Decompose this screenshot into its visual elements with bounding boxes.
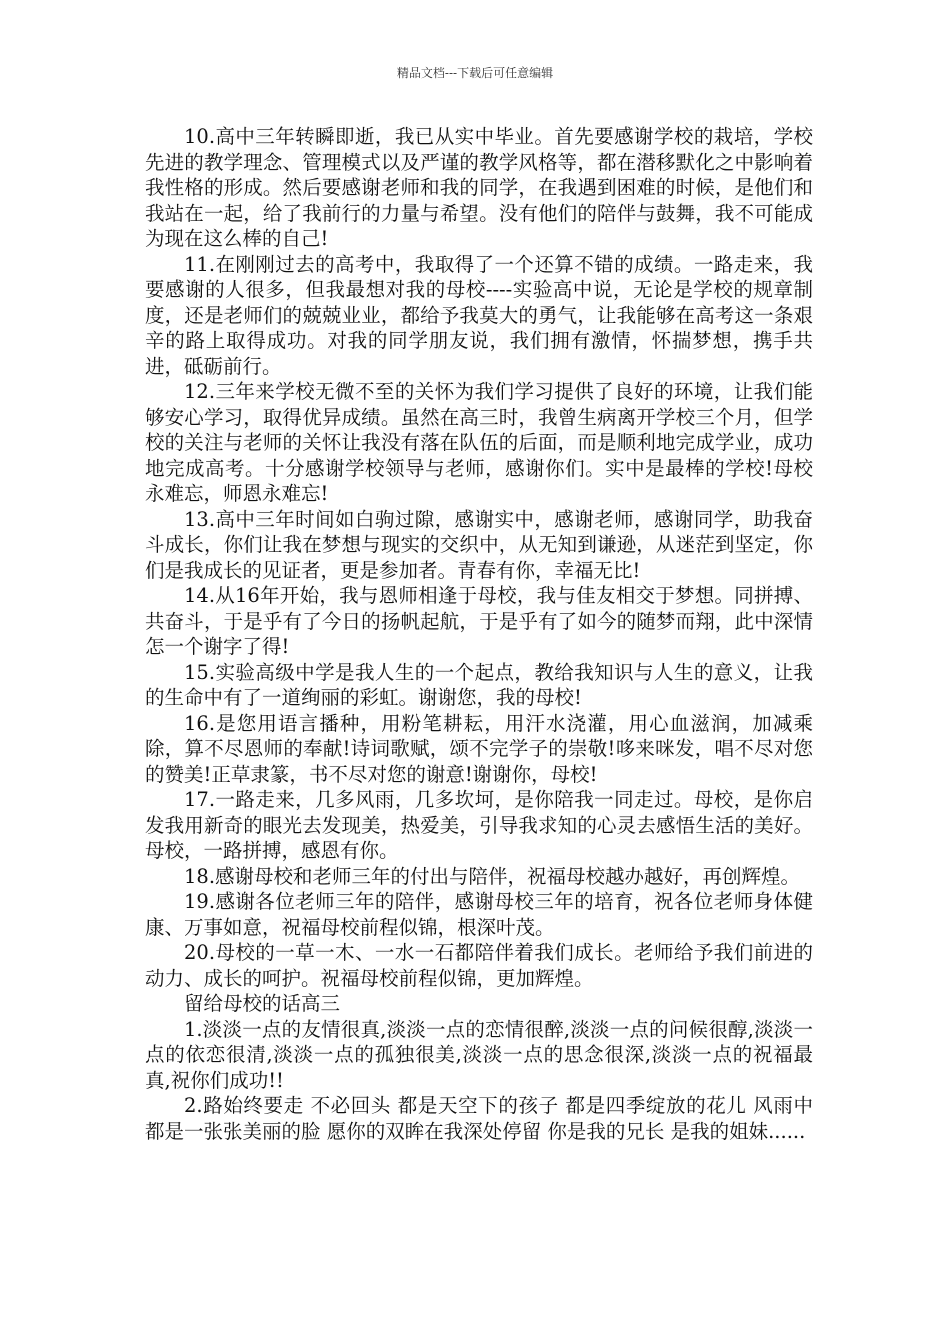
paragraph: 19.感谢各位老师三年的陪伴，感谢母校三年的培育，祝各位老师身体健康、万事如意，祝福母校前程似锦，根深叶茂。 (145, 890, 813, 939)
section-heading: 留给母校的话高三 (184, 992, 341, 1015)
paragraph: 11.在刚刚过去的高考中，我取得了一个还算不错的成绩。一路走来，我要感谢的人很多，但我最想对我的母校----实验高中说，无论是学校的规章制度，还是老师们的兢兢业业，都给予我莫大的勇气，让我能够在高考这一条艰辛的路上取得成功。对我的同学朋友说，我们拥有激情，怀揣梦想，携手共进，砥砺前行。 (145, 252, 813, 378)
paragraph: 13.高中三年时间如白驹过隙，感谢实中，感谢老师，感谢同学，助我奋斗成长，你们让我在梦想与现实的交织中，从无知到谦逊，从迷茫到坚定，你们是我成长的见证者，更是参加者。青春有你，幸福无比! (145, 507, 813, 582)
paragraph: 1.淡淡一点的友情很真,淡淡一点的恋情很醉,淡淡一点的问候很醇,淡淡一点的依恋很清,淡淡一点的孤独很美,淡淡一点的思念很深,淡淡一点的祝福最真,祝你们成功!! (145, 1017, 813, 1092)
paragraph: 17.一路走来，几多风雨，几多坎坷，是你陪我一同走过。母校，是你启发我用新奇的眼光去发现美，热爱美，引导我求知的心灵去感悟生活的美好。母校，一路拼搏，感恩有你。 (145, 788, 813, 862)
paragraph: 18.感谢母校和老师三年的付出与陪伴，祝福母校越办越好，再创辉煌。 (184, 864, 801, 888)
paragraph: 16.是您用语言播种，用粉笔耕耘，用汗水浇灌，用心血滋润，加减乘除，算不尽恩师的奉献!诗词歌赋，颂不完学子的崇敬!哆来咪发，唱不尽对您的赞美!正草隶篆，书不尽对您的谢意!谢谢你，母校! (145, 711, 813, 786)
paragraph: 20.母校的一草一木、一水一石都陪伴着我们成长。老师给予我们前进的动力、成长的呵护。祝福母校前程似锦，更加辉煌。 (145, 941, 813, 990)
paragraph: 14.从16年开始，我与恩师相逢于母校，我与佳友相交于梦想。同拼搏、共奋斗，于是乎有了今日的扬帆起航，于是乎有了如今的随梦而翔，此中深情怎一个谢字了得! (145, 584, 813, 658)
paragraph: 15.实验高级中学是我人生的一个起点，教给我知识与人生的意义，让我的生命中有了一道绚丽的彩虹。谢谢您，我的母校! (145, 660, 813, 709)
paragraph: 2.路始终要走 不必回头 都是天空下的孩子 都是四季绽放的花儿 风雨中 都是一张张美丽的脸 愿你的双眸在我深处停留 你是我的兄长 是我的姐妹...... (145, 1094, 813, 1143)
paragraph: 10.高中三年转瞬即逝，我已从实中毕业。首先要感谢学校的栽培，学校先进的教学理念、管理模式以及严谨的教学风格等，都在潜移默化之中影响着我性格的形成。然后要感谢老师和我的同学，在我遇到困难的时候，是他们和我站在一起，给了我前行的力量与希望。没有他们的陪伴与鼓舞，我不可能成为现在这么棒的自己! (145, 125, 813, 250)
page-header: 精品文档---下载后可任意编辑 (396, 66, 554, 80)
paragraph: 12.三年来学校无微不至的关怀为我们学习提供了良好的环境，让我们能够安心学习，取得优异成绩。虽然在高三时，我曾生病离开学校三个月，但学校的关注与老师的关怀让我没有落在队伍的后面，而是顺利地完成学业，成功地完成高考。十分感谢学校领导与老师，感谢你们。实中是最棒的学校!母校永难忘，师恩永难忘! (145, 380, 813, 505)
document-body (145, 124, 813, 1144)
